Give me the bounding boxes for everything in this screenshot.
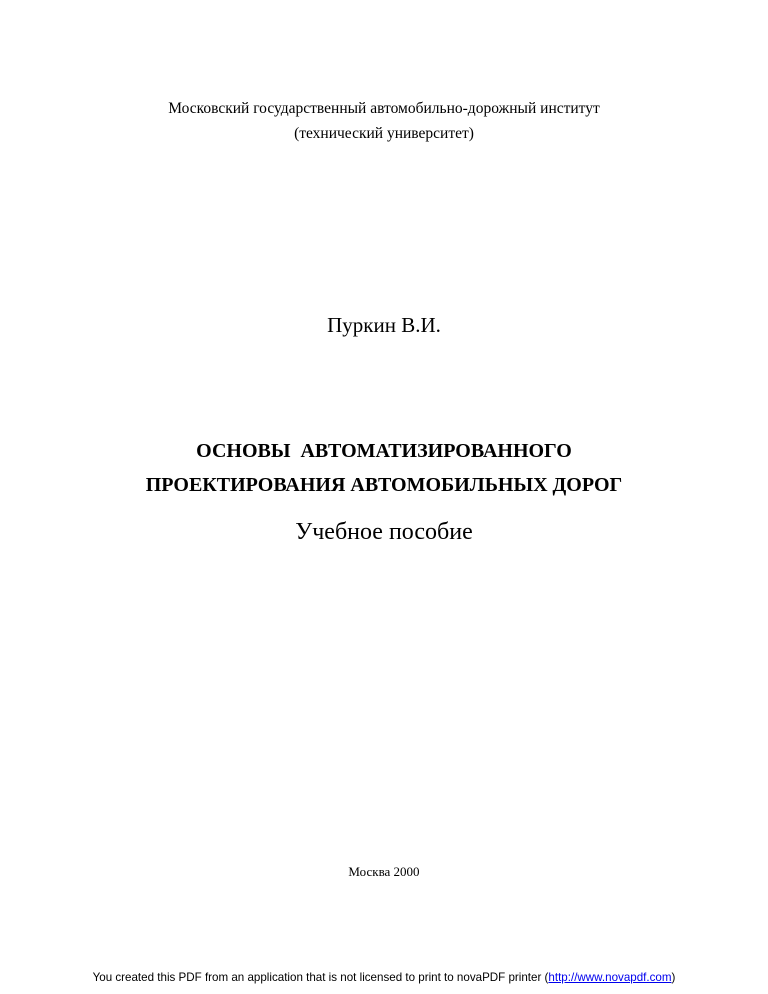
- pdf-watermark-footer: [0, 971, 768, 985]
- institute-name-line-2: (технический университет): [294, 125, 474, 142]
- footer-text-before: You created this PDF from an application that is not licensed to print to novaPDF printer (: [92, 971, 549, 984]
- novapdf-link[interactable]: http://www.novapdf.com: [548, 971, 672, 984]
- book-title-line-1: ОСНОВЫ АВТОМАТИЗИРОВАННОГО: [196, 440, 572, 462]
- book-title-line-2: ПРОЕКТИРОВАНИЯ АВТОМОБИЛЬНЫХ ДОРОГ: [145, 474, 623, 496]
- publication-city-year: Москва 2000: [348, 864, 420, 879]
- institute-name-line-1: Московский государственный автомобильно-дорожный институт: [168, 100, 600, 117]
- author-name: Пуркин В.И.: [327, 313, 441, 337]
- book-subtitle: Учебное пособие: [295, 519, 473, 545]
- footer-text-after: ): [671, 971, 676, 984]
